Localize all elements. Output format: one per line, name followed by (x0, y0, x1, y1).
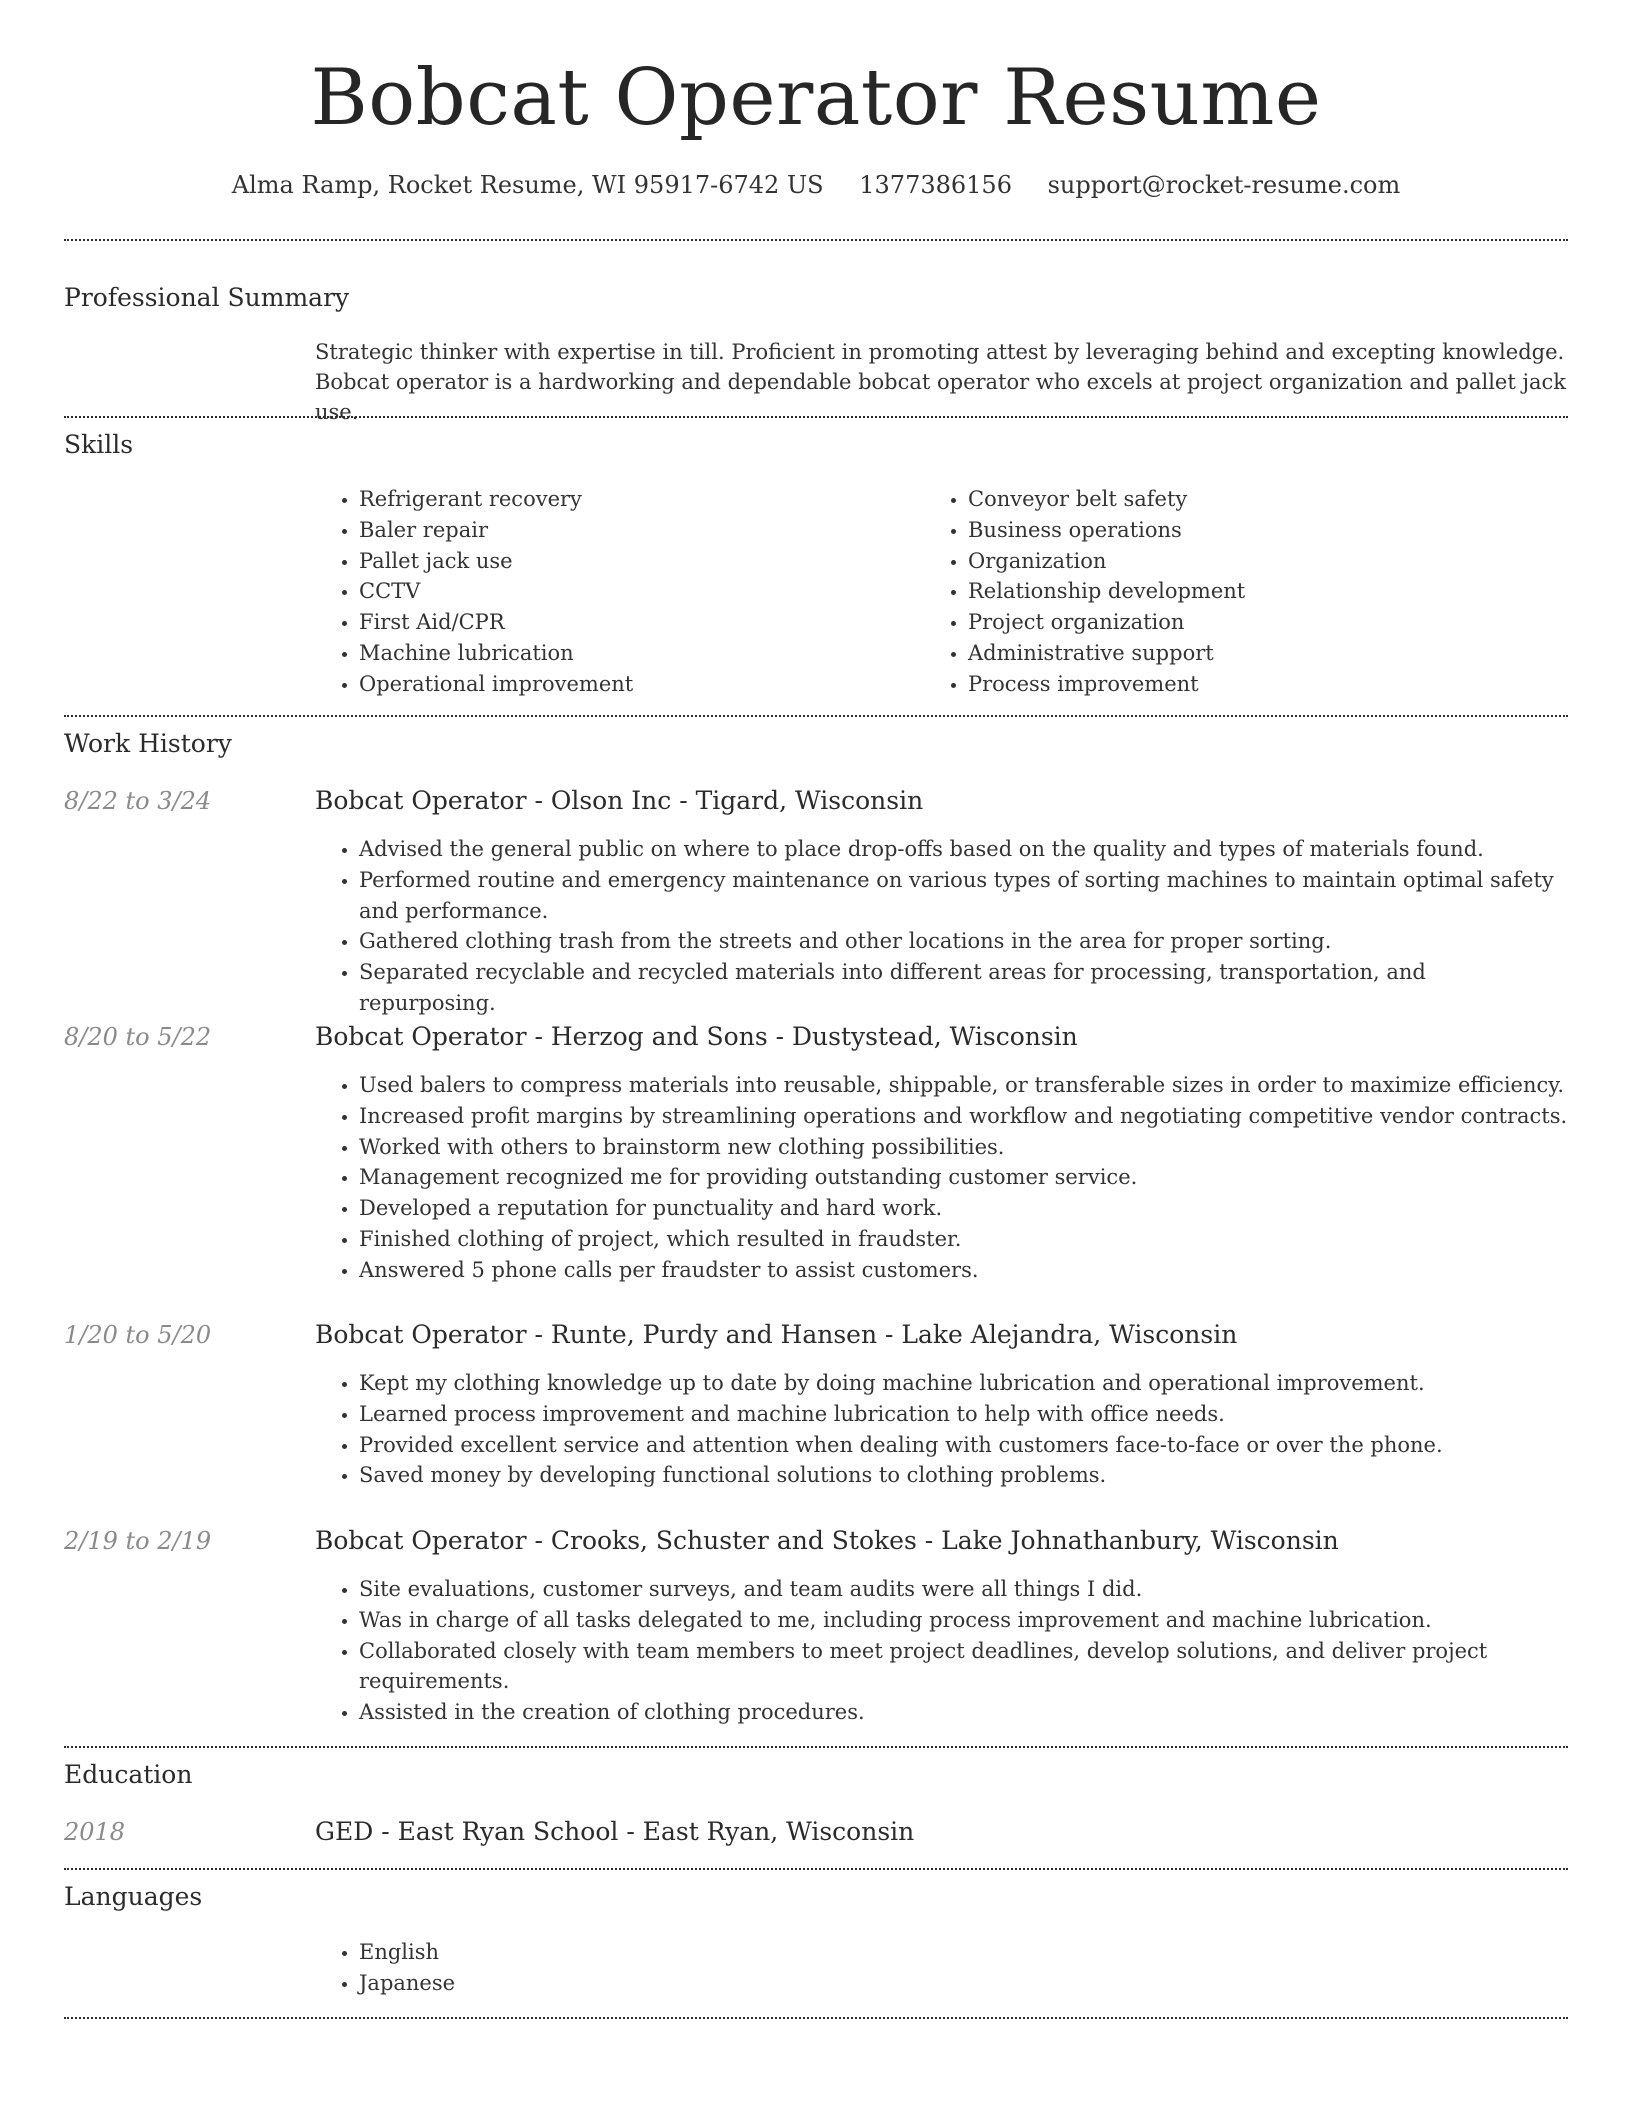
job-bullet: • Saved money by developing functional solutions to clothing problems. (359, 1460, 1568, 1491)
skill-item: • Organization (968, 546, 1524, 577)
skill-item: • Business operations (968, 515, 1524, 546)
skill-item: • Refrigerant recovery (359, 484, 915, 515)
job-bullet: • Answered 5 phone calls per fraudster to assist customers. (359, 1255, 1568, 1286)
job-bullet: • Advised the general public on where to place drop-offs based on the quality and types of materials found. (359, 834, 1568, 865)
skill-item: • Baler repair (359, 515, 915, 546)
skill-item: • Administrative support (968, 638, 1524, 669)
job-dates: 2/19 to 2/19 (64, 1527, 212, 1555)
job-bullets (315, 1070, 1568, 1286)
job-bullet: • Separated recyclable and recycled materials into different areas for processing, transportation, and repurposing. (359, 957, 1568, 1019)
job-bullet: • Collaborated closely with team members to meet project deadlines, develop solutions, and deliver project requirements. (359, 1636, 1568, 1698)
languages-list (315, 1937, 1568, 1999)
contact-address: Alma Ramp, Rocket Resume, WI 95917-6742 US (231, 171, 824, 199)
skill-item: • Pallet jack use (359, 546, 915, 577)
contact-email: support@rocket-resume.com (1047, 171, 1401, 199)
job-bullet: • Provided excellent service and attention when dealing with customers face-to-face or over the phone. (359, 1430, 1568, 1461)
job-bullet: • Kept my clothing knowledge up to date by doing machine lubrication and operational improvement. (359, 1368, 1568, 1399)
job-bullet: • Performed routine and emergency maintenance on various types of sorting machines to maintain optimal safety and performance. (359, 865, 1568, 927)
skill-item: • Project organization (968, 607, 1524, 638)
education-year: 2018 (64, 1818, 126, 1846)
job-bullets (315, 1574, 1568, 1728)
divider (64, 239, 1568, 241)
job-bullet: • Gathered clothing trash from the streets and other locations in the area for proper sorting. (359, 926, 1568, 957)
divider (64, 1746, 1568, 1748)
skills-list-left (315, 484, 915, 700)
job-title: Bobcat Operator - Olson Inc - Tigard, Wisconsin (315, 786, 924, 815)
job-bullet: • Management recognized me for providing outstanding customer service. (359, 1162, 1568, 1193)
section-heading-education: Education (64, 1760, 193, 1789)
skill-item: • Process improvement (968, 669, 1524, 700)
skill-item: • Conveyor belt safety (968, 484, 1524, 515)
section-heading-summary: Professional Summary (64, 283, 350, 312)
divider (64, 1868, 1568, 1870)
divider (64, 416, 1568, 418)
job-bullet: • Site evaluations, customer surveys, and team audits were all things I did. (359, 1574, 1568, 1605)
job-title: Bobcat Operator - Runte, Purdy and Hansen - Lake Alejandra, Wisconsin (315, 1320, 1238, 1349)
education-entry: GED - East Ryan School - East Ryan, Wisconsin (315, 1817, 915, 1846)
job-bullets (315, 1368, 1568, 1491)
language-item: • English (359, 1937, 1568, 1968)
job-bullet: • Finished clothing of project, which resulted in fraudster. (359, 1224, 1568, 1255)
skill-item: • Relationship development (968, 576, 1524, 607)
job-bullets (315, 834, 1568, 1019)
divider (64, 715, 1568, 717)
job-bullet: • Learned process improvement and machine lubrication to help with office needs. (359, 1399, 1568, 1430)
job-title: Bobcat Operator - Herzog and Sons - Dustystead, Wisconsin (315, 1022, 1078, 1051)
skill-item: • Machine lubrication (359, 638, 915, 669)
job-dates: 8/22 to 3/24 (64, 787, 212, 815)
skill-item: • Operational improvement (359, 669, 915, 700)
job-bullet: • Increased profit margins by streamlining operations and workflow and negotiating competitive vendor contracts. (359, 1101, 1568, 1132)
job-bullet: • Worked with others to brainstorm new clothing possibilities. (359, 1132, 1568, 1163)
skill-item: • CCTV (359, 576, 915, 607)
skills-list-right (924, 484, 1524, 700)
section-heading-skills: Skills (64, 430, 134, 459)
job-bullet: • Developed a reputation for punctuality and hard work. (359, 1193, 1568, 1224)
resume-title: Bobcat Operator Resume (310, 53, 1322, 143)
language-item: • Japanese (359, 1968, 1568, 1999)
section-heading-languages: Languages (64, 1882, 203, 1911)
section-heading-work-history: Work History (64, 729, 232, 758)
skill-item: • First Aid/CPR (359, 607, 915, 638)
job-dates: 8/20 to 5/22 (64, 1023, 212, 1051)
summary-text: Strategic thinker with expertise in till. Proficient in promoting attest by leveraging behind and excepting knowledge. Bobcat operator is a hardworking and dependable bobcat operator who excels at project organization and pallet jack use. (315, 340, 1566, 424)
contact-phone: 1377386156 (859, 171, 1012, 199)
job-bullet: • Was in charge of all tasks delegated to me, including process improvement and machine lubrication. (359, 1605, 1568, 1636)
divider (64, 2017, 1568, 2019)
job-bullet: • Used balers to compress materials into reusable, shippable, or transferable sizes in order to maximize efficiency. (359, 1070, 1568, 1101)
job-title: Bobcat Operator - Crooks, Schuster and Stokes - Lake Johnathanbury, Wisconsin (315, 1526, 1339, 1555)
job-bullet: • Assisted in the creation of clothing procedures. (359, 1697, 1568, 1728)
job-dates: 1/20 to 5/20 (64, 1321, 212, 1349)
contact-line (64, 168, 1568, 202)
